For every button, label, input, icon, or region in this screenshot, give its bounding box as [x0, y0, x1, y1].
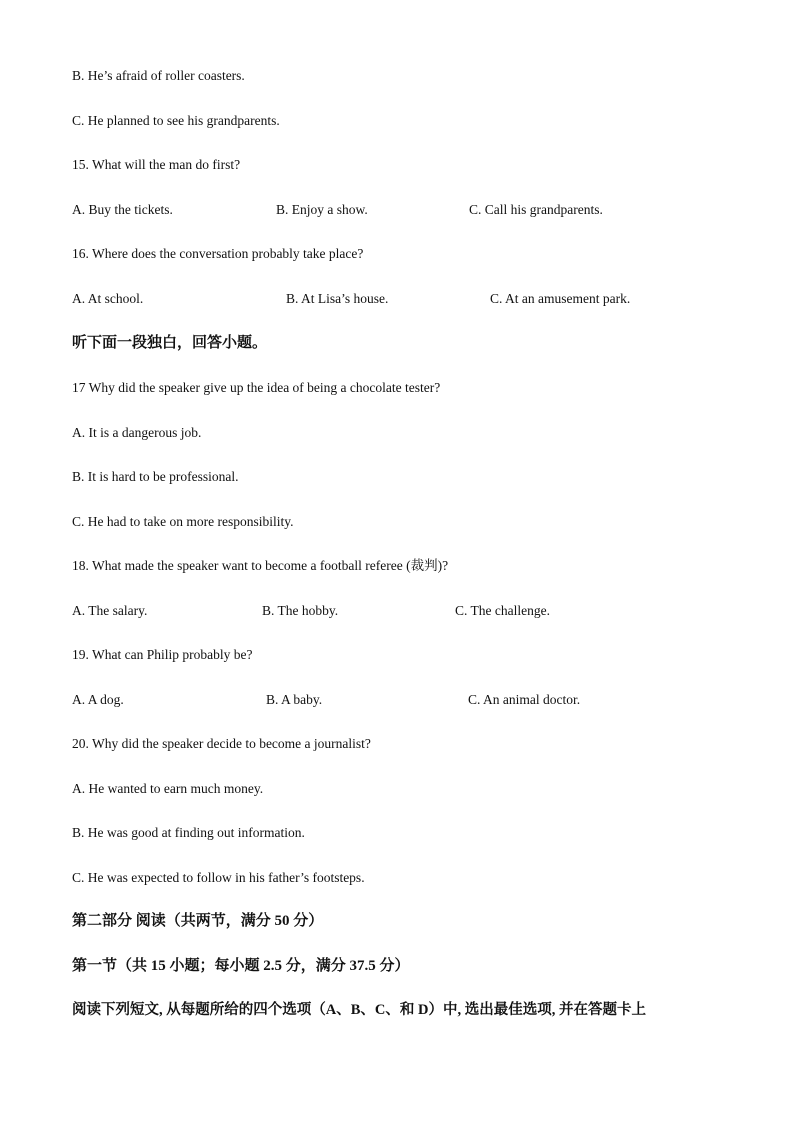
question-15: 15. What will the man do first? [72, 157, 241, 172]
q18-option-c: C. The challenge. [455, 603, 550, 618]
q14-option-b: B. He’s afraid of roller coasters. [72, 68, 245, 83]
question-18: 18. What made the speaker want to become a football referee (裁判)? [72, 558, 449, 573]
q18-option-a: A. The salary. [72, 603, 148, 618]
q17-option-a: A. It is a dangerous job. [72, 425, 202, 440]
q17-option-b: B. It is hard to be professional. [72, 469, 239, 484]
q20-option-a: A. He wanted to earn much money. [72, 781, 264, 796]
section-one-heading: 第一节（共 15 小题；每小题 2.5 分，满分 37.5 分） [72, 958, 410, 974]
q20-option-b: B. He was good at finding out information. [72, 825, 305, 840]
question-16: 16. Where does the conversation probably take place? [72, 246, 364, 261]
reading-instruction: 阅读下列短文, 从每题所给的四个选项（A、B、C、和 D）中, 选出最佳选项, 并在答题卡上 [72, 1002, 646, 1018]
q15-option-b: B. Enjoy a show. [276, 202, 368, 217]
q19-option-a: A. A dog. [72, 692, 124, 707]
section-monologue-heading: 听下面一段独白，回答小题。 [72, 335, 268, 351]
q15-option-c: C. Call his grandparents. [469, 202, 603, 217]
q17-option-c: C. He had to take on more responsibility. [72, 514, 294, 529]
q15-option-a: A. Buy the tickets. [72, 202, 173, 217]
q19-option-c: C. An animal doctor. [468, 692, 581, 707]
part-two-heading: 第二部分 阅读（共两节，满分 50 分） [72, 913, 324, 929]
q20-option-c: C. He was expected to follow in his father’s footsteps. [72, 870, 365, 885]
q16-option-b: B. At Lisa’s house. [286, 291, 389, 306]
question-19: 19. What can Philip probably be? [72, 647, 253, 662]
q19-option-b: B. A baby. [266, 692, 323, 707]
q18-option-b: B. The hobby. [262, 603, 339, 618]
q16-option-c: C. At an amusement park. [490, 291, 631, 306]
q14-option-c: C. He planned to see his grandparents. [72, 113, 280, 128]
question-20: 20. Why did the speaker decide to become a journalist? [72, 736, 371, 751]
q16-option-a: A. At school. [72, 291, 144, 306]
question-17: 17 Why did the speaker give up the idea of being a chocolate tester? [72, 380, 441, 395]
